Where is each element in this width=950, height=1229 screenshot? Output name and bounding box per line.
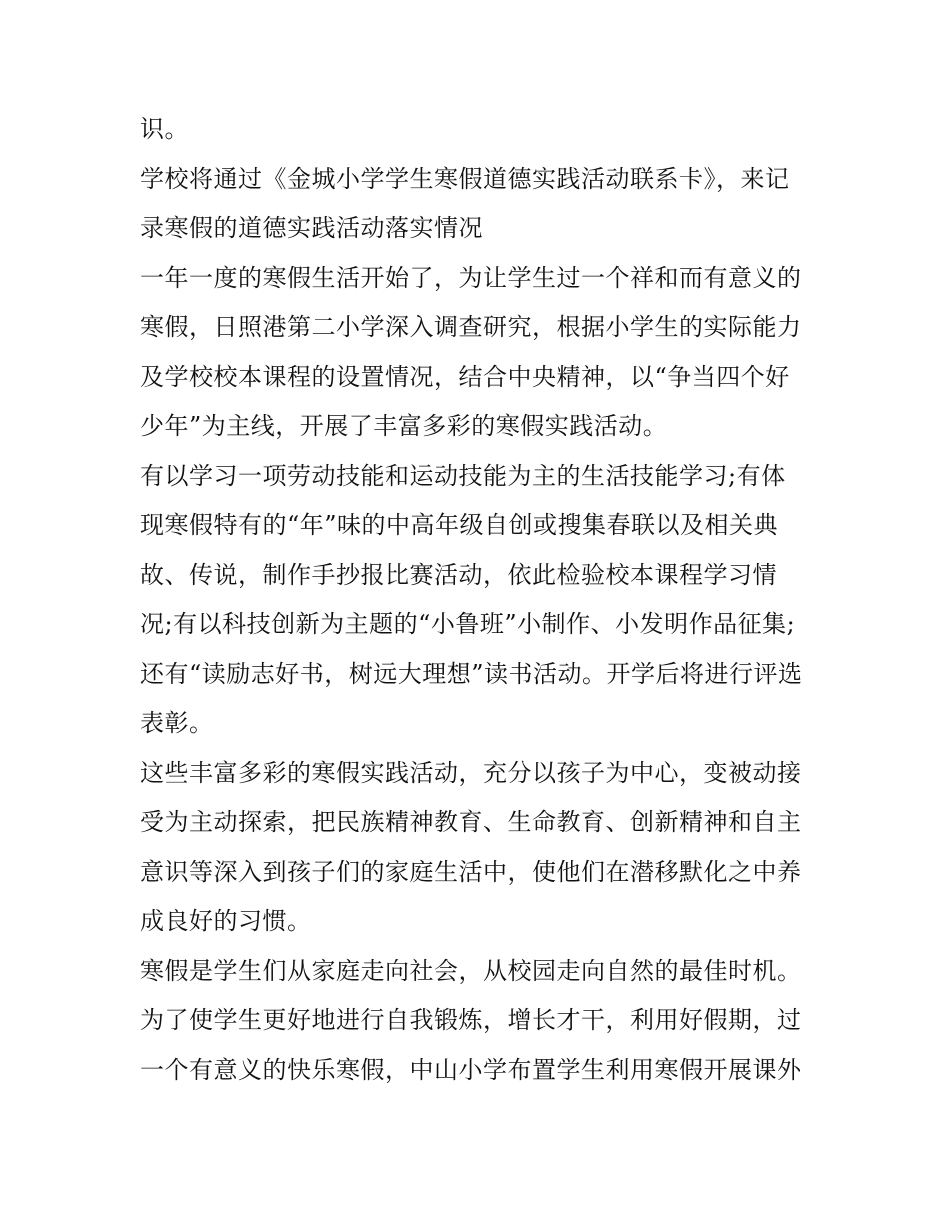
- paragraph-1: 识。: [140, 115, 189, 143]
- document-body: [140, 105, 820, 1095]
- paragraph-5: 这些丰富多彩的寒假实践活动，充分以孩子为中心，变被动接 受为主动探索，把民族精神教育、生命教育、创新精神和自主 意识等深入到孩子们的家庭生活中，使他们在潜移默化之中养 成良好的习惯。: [140, 758, 802, 935]
- paragraph-2: 学校将通过《金城小学学生寒假道德实践活动联系卡》，来记 录寒假的道德实践活动落实情况: [140, 164, 790, 242]
- paragraph-6: 寒假是学生们从家庭走向社会，从校园走向自然的最佳时机。 为了使学生更好地进行自我锻炼，增长才干，利用好假期，过 一个有意义的快乐寒假，中山小学布置学生利用寒假开展课外: [140, 956, 802, 1084]
- paragraph-3: 一年一度的寒假生活开始了，为让学生过一个祥和而有意义的 寒假，日照港第二小学深入调查研究，根据小学生的实际能力 及学校校本课程的设置情况，结合中央精神，以“争当四个好 少年”为主线，开展了丰富多彩的寒假实践活动。: [140, 263, 802, 440]
- paragraph-4: 有以学习一项劳动技能和运动技能为主的生活技能学习;有体 现寒假特有的“年”味的中高年级自创或搜集春联以及相关典 故、传说，制作手抄报比赛活动，依此检验校本课程学习情 况;有以科技创新为主题的“小鲁班”小制作、小发明作品征集; 还有“读励志好书，树远大理想”读书活动。开学后将进行评选 表彰。: [140, 461, 803, 737]
